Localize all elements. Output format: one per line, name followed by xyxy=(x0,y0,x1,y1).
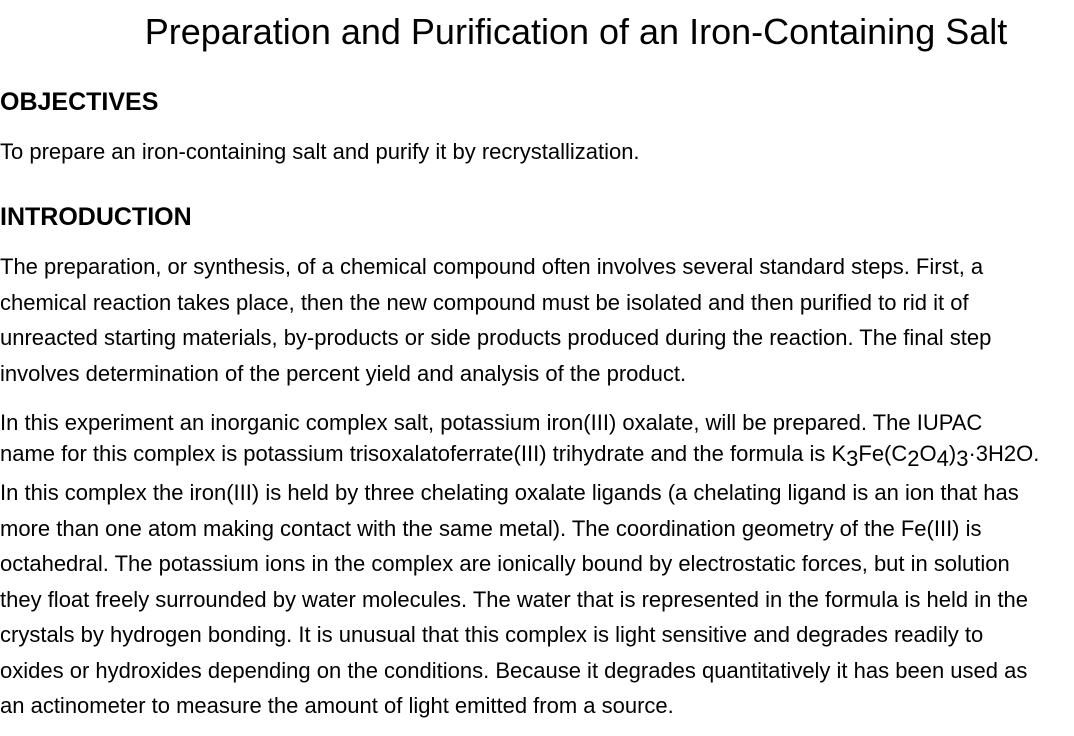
intro-paragraph2-line: oxides or hydroxides depending on the conditions. Because it degrades quantitatively it has been used as xyxy=(0,658,1028,683)
intro-paragraph2-line: octahedral. The potassium ions in the complex are ionically bound by electrostatic forces, but in solution xyxy=(0,551,1010,576)
formula-subscript: 2 xyxy=(907,446,920,471)
intro-paragraph1-line: The preparation, or synthesis, of a chemical compound often involves several standard steps. First, a xyxy=(0,254,984,279)
intro-paragraph2-formula-line xyxy=(0,440,1040,471)
introduction-heading: INTRODUCTION xyxy=(0,203,192,231)
formula-text: O xyxy=(919,441,937,466)
objectives-heading: OBJECTIVES xyxy=(0,88,159,116)
objectives-text: To prepare an iron-containing salt and purify it by recrystallization. xyxy=(0,139,640,164)
formula-subscript: 4 xyxy=(936,446,949,471)
intro-paragraph1-line: unreacted starting materials, by-products or side products produced during the reaction. The final step xyxy=(0,325,992,350)
intro-paragraph1-line: chemical reaction takes place, then the new compound must be isolated and then purified to rid it of xyxy=(0,290,969,315)
page-title: Preparation and Purification of an Iron-Containing Salt xyxy=(144,11,1008,52)
intro-paragraph2-line: an actinometer to measure the amount of light emitted from a source. xyxy=(0,693,674,718)
intro-paragraph2-line: more than one atom making contact with the same metal). The coordination geometry of the Fe(III) is xyxy=(0,516,982,541)
intro-paragraph1-line: involves determination of the percent yield and analysis of the product. xyxy=(0,361,687,386)
intro-paragraph2-line: In this experiment an inorganic complex salt, potassium iron(III) oxalate, will be prepared. The IUPAC xyxy=(0,410,983,435)
formula-tail: ·3H2O. xyxy=(968,441,1040,466)
formula-subscript: 3 xyxy=(846,446,859,471)
intro-paragraph2-line: In this complex the iron(III) is held by three chelating oxalate ligands (a chelating ligand is an ion that has xyxy=(0,480,1019,505)
intro-paragraph2-line: crystals by hydrogen bonding. It is unusual that this complex is light sensitive and degrades readily to xyxy=(0,622,984,647)
formula-line-prefix: name for this complex is potassium trisoxalatoferrate(III) trihydrate and the formula is K xyxy=(0,441,847,466)
intro-paragraph2-line: they float freely surrounded by water molecules. The water that is represented in the formula is held in the xyxy=(0,587,1029,612)
formula-text: Fe(C xyxy=(858,441,908,466)
formula-text: ) xyxy=(948,441,957,466)
formula-subscript: 3 xyxy=(956,446,969,471)
